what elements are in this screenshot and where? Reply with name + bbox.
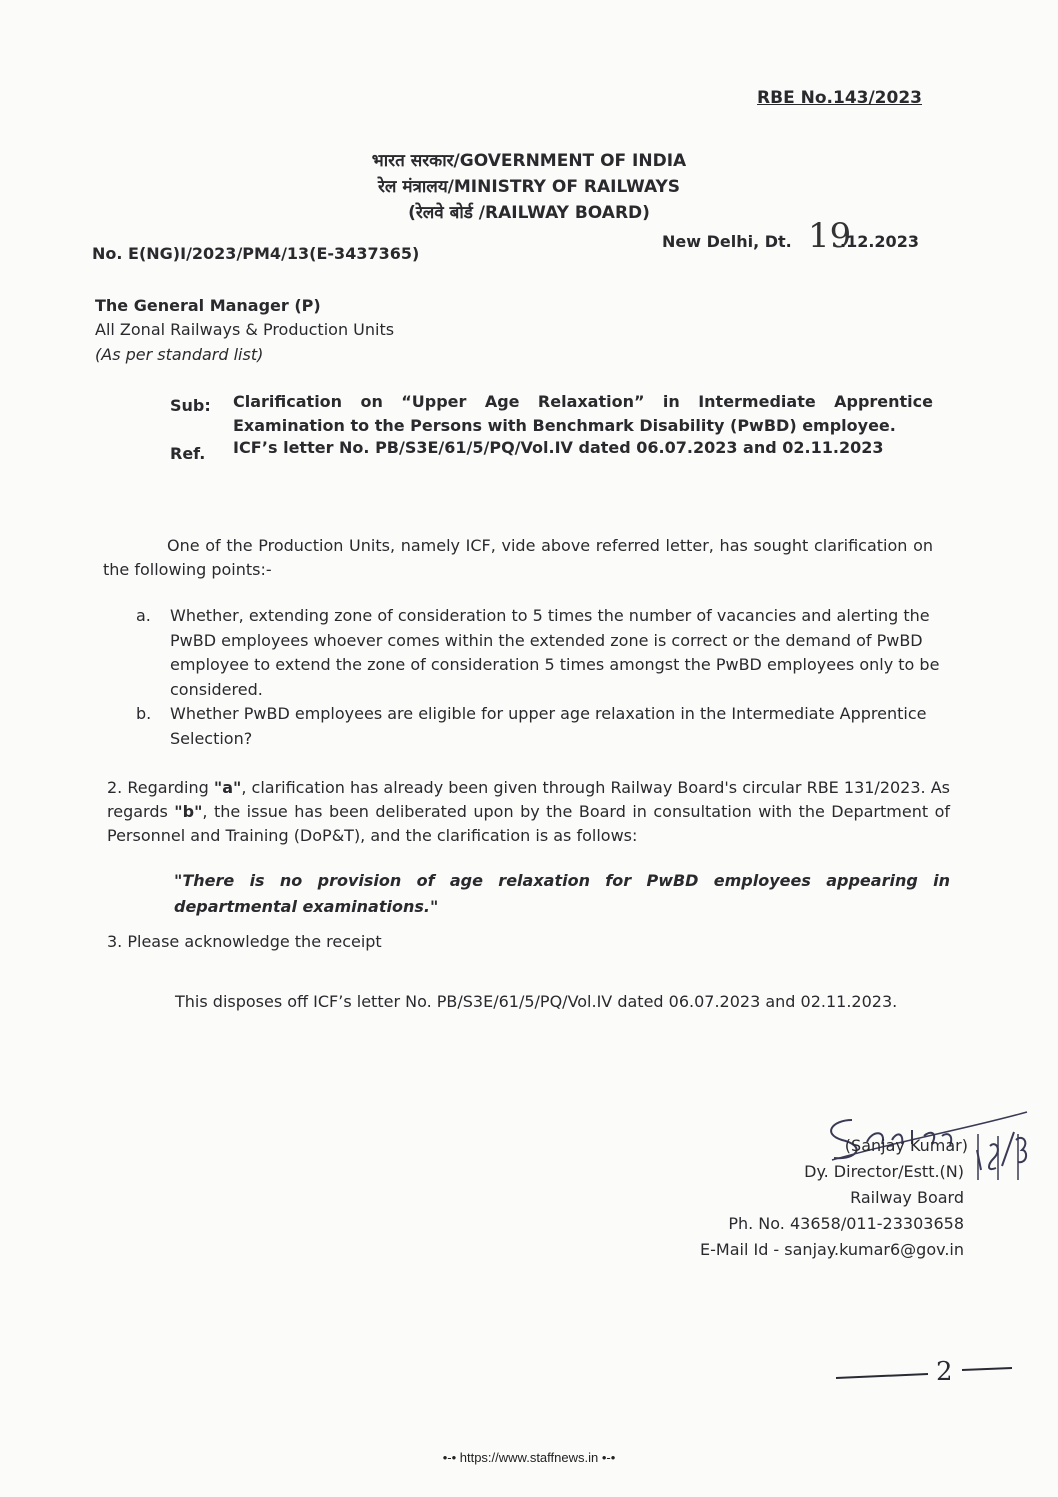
addressee-units: All Zonal Railways & Production Units	[95, 320, 395, 339]
para2-part2: , clarification has already been given through Railway Board's circular RBE 131/2023. As regards	[107, 778, 951, 821]
date-day-handwritten: 19	[808, 216, 852, 256]
list-marker: a.	[136, 606, 151, 625]
paragraph-acknowledge: 3. Please acknowledge the receipt	[107, 932, 382, 951]
paragraph-intro: One of the Production Units, namely ICF, vide above referred letter, has sought clarification on the following points:-	[103, 536, 933, 579]
addressee-note: (As per standard list)	[95, 345, 264, 364]
file-number: No. E(NG)I/2023/PM4/13(E-3437365)	[92, 244, 420, 263]
para2-part3: , the issue has been deliberated upon by the Board in consultation with the Department of Personnel and Training (DoP&T), and the clarification is as follows:	[107, 802, 950, 845]
paragraph-disposal: This disposes off ICF’s letter No. PB/S3E/61/5/PQ/Vol.IV dated 06.07.2023 and 02.11.2023.	[175, 992, 898, 1011]
header-ministry: रेल मंत्रालय/MINISTRY OF RAILWAYS	[377, 177, 681, 197]
reference-label: Ref.	[170, 444, 206, 463]
page-number: 2	[936, 1357, 953, 1387]
signatory-designation: Dy. Director/Estt.(N)	[804, 1162, 964, 1181]
para2-b: "b"	[174, 802, 203, 821]
date-month-year: .12.2023	[840, 232, 919, 251]
para2-part1: 2. Regarding	[107, 778, 214, 797]
subject-label: Sub:	[170, 396, 211, 415]
clarification-quote: "There is no provision of age relaxation for PwBD employees appearing in departmental examinations."	[174, 871, 950, 916]
signatory-name: (Sanjay Kumar)	[844, 1136, 968, 1155]
header-government: भारत सरकार/GOVERNMENT OF INDIA	[371, 151, 687, 171]
signatory-office: Railway Board	[850, 1188, 964, 1207]
footer-url: •-• https://www.staffnews.in •-•	[442, 1450, 616, 1465]
list-text: Whether, extending zone of consideration to 5 times the number of vacancies and alerting the PwBD employees whoever comes within the extended zone is correct or the demand of PwBD employee to extend the zone of consideration 5 times amongst the PwBD employees only to be considered.	[170, 606, 940, 699]
date-place: New Delhi, Dt.	[662, 232, 792, 251]
para2-a: "a"	[213, 778, 242, 797]
list-marker: b.	[136, 704, 152, 723]
signatory-email: E-Mail Id - sanjay.kumar6@gov.in	[700, 1240, 964, 1259]
list-text: Whether PwBD employees are eligible for upper age relaxation in the Intermediate Apprentice Selection?	[170, 704, 927, 748]
list-item	[136, 604, 942, 702]
header-board: (रेलवे बोर्ड /RAILWAY BOARD)	[408, 203, 650, 223]
reference-text: ICF’s letter No. PB/S3E/61/5/PQ/Vol.IV dated 06.07.2023 and 02.11.2023	[233, 438, 884, 457]
list-item	[136, 702, 942, 751]
rbe-number: RBE No.143/2023	[757, 88, 922, 108]
paragraph-clarification	[107, 776, 950, 848]
points-list	[136, 604, 942, 751]
page-marker	[836, 1350, 1016, 1394]
subject-text: Clarification on “Upper Age Relaxation” in Intermediate Apprentice Examination to the Persons with Benchmark Disability (PwBD) employee.	[233, 392, 933, 435]
addressee-title: The General Manager (P)	[95, 296, 321, 315]
signatory-phone: Ph. No. 43658/011-23303658	[728, 1214, 964, 1233]
